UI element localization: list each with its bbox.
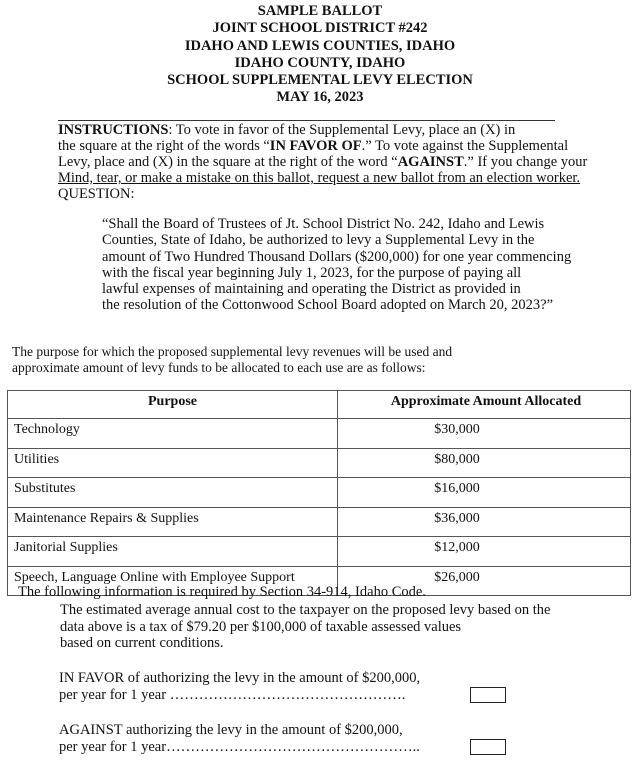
instructions-text: .” To vote against the Supplemental	[361, 138, 569, 154]
instructions-text: the square at the right of the words “	[58, 138, 270, 154]
instructions-label: INSTRUCTIONS	[58, 122, 169, 138]
header-election: SCHOOL SUPPLEMENTAL LEVY ELECTION	[167, 72, 473, 89]
option-in-favor-line-1: IN FAVOR of authorizing the levy in the amount of $200,000,	[59, 670, 421, 686]
amount-cell: $26,000	[338, 566, 631, 596]
instructions-line-2	[58, 138, 638, 154]
instructions-line-1	[58, 122, 638, 138]
option-against-line-1: AGAINST authorizing the levy in the amount of $200,000,	[59, 722, 403, 738]
question-line: the resolution of the Cottonwood School Board adopted on March 20, 2023?”	[102, 297, 554, 314]
header-county: IDAHO COUNTY, IDAHO	[234, 54, 406, 71]
ballot-header	[0, 3, 640, 107]
option-against-line-2: per year for 1 year……………………………………………..	[59, 739, 420, 755]
header-title: SAMPLE BALLOT	[257, 3, 383, 19]
purpose-intro-line: approximate amount of levy funds to be allocated to each use are as follows:	[12, 359, 426, 375]
table-row	[8, 448, 631, 478]
instructions-block	[58, 122, 638, 202]
option-in-favor-line-2: per year for 1 year ………………………………………….	[59, 687, 406, 703]
purpose-cell: Maintenance Repairs & Supplies	[8, 507, 338, 537]
column-header-amount: Approximate Amount Allocated	[338, 391, 631, 419]
instructions-line-4: Mind, tear, or make a mistake on this ballot, request a new ballot from an election worker.	[58, 170, 581, 186]
table-row	[8, 537, 631, 567]
purpose-intro-line: The purpose for which the proposed supplemental levy revenues will be used and	[12, 344, 453, 359]
required-notice: The following information is required by Section 34-914, Idaho Code.	[18, 584, 426, 600]
question-line: “Shall the Board of Trustees of Jt. School District No. 242, Idaho and Lewis	[102, 216, 545, 232]
question-label: QUESTION:	[58, 186, 135, 202]
tax-estimate-line: based on current conditions.	[60, 635, 224, 651]
option-against	[59, 722, 420, 756]
purpose-cell: Substitutes	[8, 478, 338, 508]
purpose-intro	[12, 344, 612, 375]
table-row	[8, 478, 631, 508]
ballot-question	[102, 216, 622, 314]
divider-rule	[58, 120, 555, 121]
purpose-cell: Janitorial Supplies	[8, 537, 338, 567]
header-counties: IDAHO AND LEWIS COUNTIES, IDAHO	[184, 37, 456, 54]
option-in-favor	[59, 670, 420, 704]
amount-cell: $36,000	[338, 507, 631, 537]
against-checkbox[interactable]	[470, 739, 506, 755]
question-line: amount of Two Hundred Thousand Dollars ($200,000) for one year commencing	[102, 248, 572, 265]
in-favor-checkbox[interactable]	[470, 687, 506, 703]
instructions-text: Levy, place and (X) in the square at the right of the word “	[58, 154, 398, 170]
question-line: lawful expenses of maintaining and operating the District as provided in	[102, 281, 521, 298]
tax-estimate	[60, 602, 550, 652]
amount-cell: $30,000	[338, 419, 631, 449]
header-date: MAY 16, 2023	[276, 89, 364, 106]
purpose-cell: Technology	[8, 419, 338, 449]
tax-estimate-line: data above is a tax of $79.20 per $100,000 of taxable assessed values	[60, 618, 462, 635]
amount-cell: $16,000	[338, 478, 631, 508]
instructions-line-3	[58, 154, 638, 170]
against-emphasis: AGAINST	[397, 154, 464, 170]
purpose-cell: Utilities	[8, 448, 338, 478]
amount-cell: $12,000	[338, 537, 631, 567]
allocation-table	[7, 390, 631, 596]
in-favor-of-emphasis: IN FAVOR OF	[269, 138, 362, 154]
table-row	[8, 507, 631, 537]
column-header-purpose: Purpose	[8, 391, 338, 419]
tax-estimate-line: The estimated average annual cost to the taxpayer on the proposed levy based on the	[60, 602, 551, 618]
instructions-text: : To vote in favor of the Supplemental Levy, place an (X) in	[168, 122, 516, 138]
instructions-text: .” If you change your	[463, 154, 588, 170]
amount-cell: $80,000	[338, 448, 631, 478]
header-district: JOINT SCHOOL DISTRICT #242	[212, 20, 428, 37]
table-row	[8, 419, 631, 449]
table-header-row	[8, 391, 631, 419]
question-line: with the fiscal year beginning July 1, 2023, for the purpose of paying all	[102, 264, 522, 281]
question-line: Counties, State of Idaho, be authorized to levy a Supplemental Levy in the	[102, 232, 535, 249]
purpose-cell: Speech, Language Online with Employee Support	[8, 566, 338, 596]
